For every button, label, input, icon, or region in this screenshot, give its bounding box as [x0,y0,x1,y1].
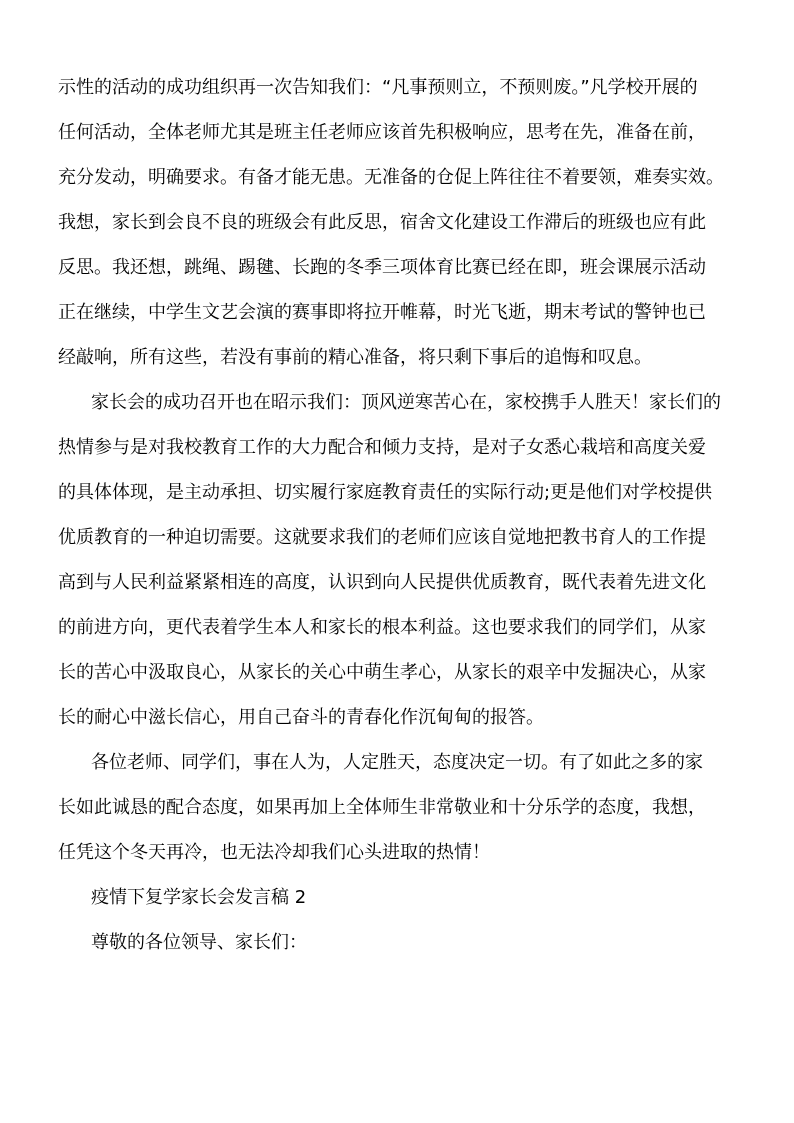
text-line: 的具体体现，是主动承担、切实履行家庭教育责任的实际行动;更是他们对学校提供 [58,482,713,503]
text-line: 的前进方向，更代表着学生本人和家长的根本利益。这也要求我们的同学们，从家 [58,617,706,638]
text-line: 任凭这个冬天再冷，也无法冷却我们心头进取的热情！ [58,842,490,863]
section-title: 疫情下复学家长会发言稿 2 [91,887,307,908]
text-line: 示性的活动的成功组织再一次告知我们：“凡事预则立，不预则废。”凡学校开展的 [58,77,698,98]
text-line: 我想，家长到会良不良的班级会有此反思，宿舍文化建设工作滞后的班级也应有此 [58,212,706,233]
paragraph-start-line: 家长会的成功召开也在昭示我们：顶风逆寒苦心在，家校携手人胜天！家长们的 [91,392,721,413]
paragraph-start-line: 各位老师、同学们，事在人为，人定胜天，态度决定一切。有了如此之多的家 [91,752,703,773]
text-line: 长的苦心中汲取良心，从家长的关心中萌生孝心，从家长的艰辛中发掘决心，从家 [58,662,706,683]
text-line: 长的耐心中滋长信心，用自己奋斗的青春化作沉甸甸的报答。 [58,707,544,728]
text-line: 长如此诚恳的配合态度，如果再加上全体师生非常敬业和十分乐学的态度，我想， [58,797,706,818]
text-line: 反思。我还想，跳绳、踢毽、长跑的冬季三项体育比赛已经在即，班会课展示活动 [58,257,706,278]
text-line: 充分发动，明确要求。有备才能无患。无准备的仓促上阵往往不着要领，难奏实效。 [58,167,724,188]
text-line: 经敲响，所有这些，若没有事前的精心准备，将只剩下事后的追悔和叹息。 [58,347,652,368]
text-line: 优质教育的一种迫切需要。这就要求我们的老师们应该自觉地把教书育人的工作提 [58,527,706,548]
salutation-line: 尊敬的各位领导、家长们： [91,932,307,953]
text-line: 任何活动，全体老师尤其是班主任老师应该首先积极响应，思考在先，准备在前， [58,122,706,143]
text-line: 正在继续，中学生文艺会演的赛事即将拉开帷幕，时光飞逝，期末考试的警钟也已 [58,302,706,323]
text-line: 高到与人民利益紧紧相连的高度，认识到向人民提供优质教育，既代表着先进文化 [58,572,706,593]
text-line: 热情参与是对我校教育工作的大力配合和倾力支持，是对子女悉心栽培和高度关爱 [58,437,706,458]
